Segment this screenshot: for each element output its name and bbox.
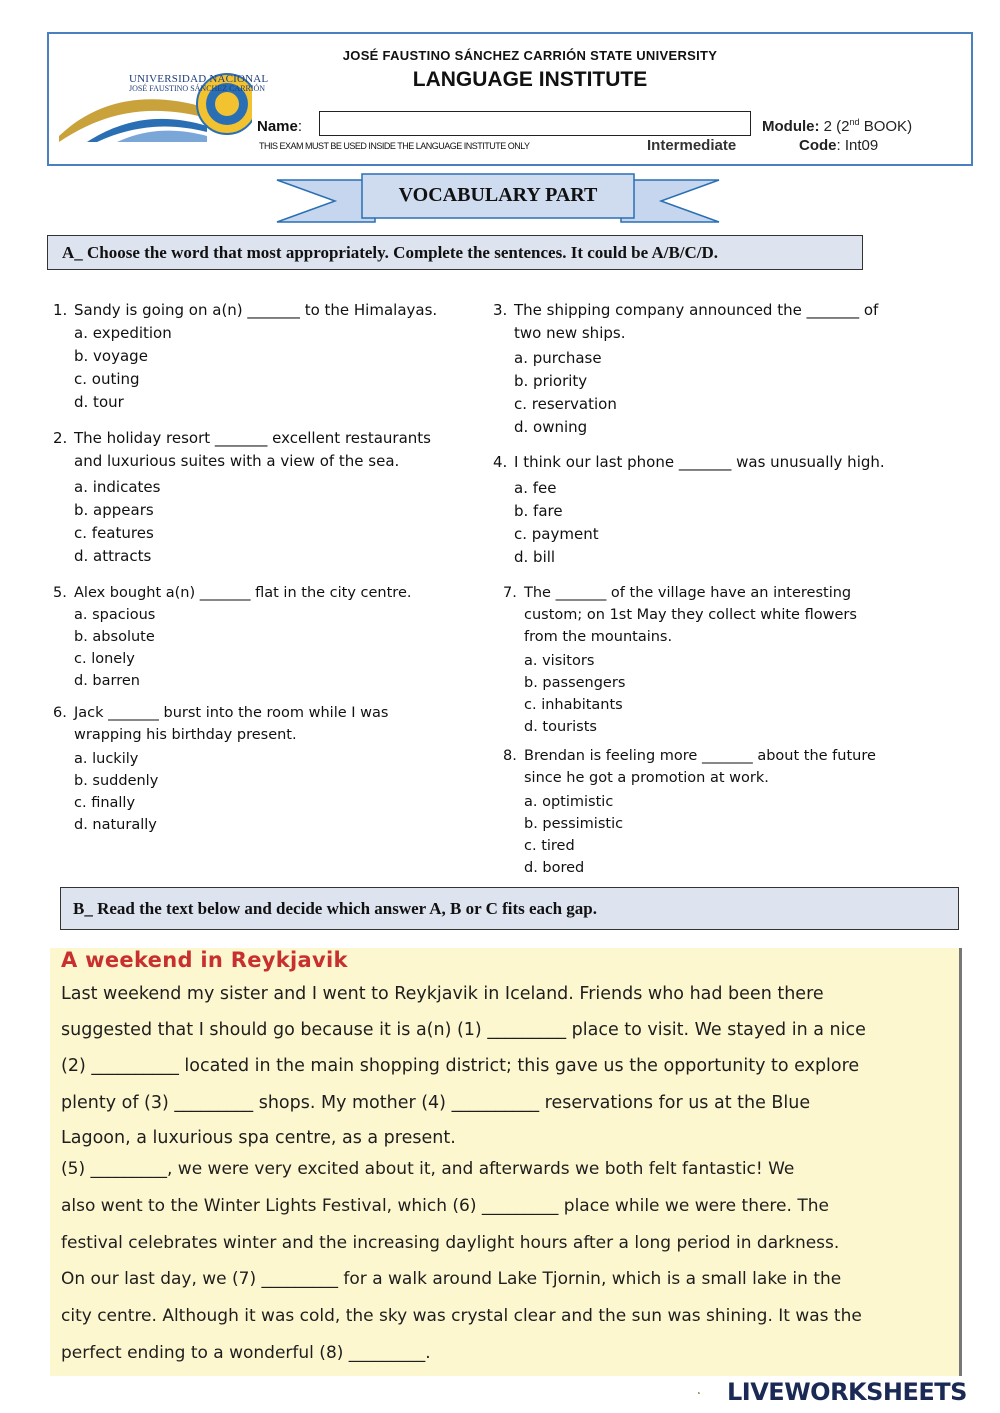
option-c[interactable]: c. reservation [514,395,617,413]
passage-line-9: On our last day, we (7) _________ for a walk around Lake Tjornin, which is a small lake in the [61,1269,842,1289]
option-a[interactable]: a. indicates [74,478,161,496]
passage-line-10: city centre. Although it was cold, the sky was crystal clear and the sun was shining. It was the [61,1306,862,1326]
option-c[interactable]: c. payment [514,525,599,543]
code-info: Code: Int09 [799,137,879,154]
name-label: Name: [257,118,303,135]
section-a-instruction: A_ Choose the word that most appropriately. Complete the sentences. It could be A/B/C/D. [47,235,863,270]
question-stem-cont: and luxurious suites with a view of the sea. [74,452,400,470]
question-stem: Brendan is feeling more _______ about the future [524,748,876,764]
option-b[interactable]: b. pessimistic [524,816,624,832]
question-number: 3. [493,301,508,319]
option-d[interactable]: d. bill [514,548,556,566]
option-b[interactable]: b. absolute [74,629,155,645]
question-5 [53,582,411,692]
question-stem-cont: since he got a promotion at work. [524,770,769,786]
liveworksheets-brand: LIVEWORKSHEETS [727,1378,967,1406]
option-b[interactable]: b. suddenly [74,773,159,789]
question-number: 1. [53,301,68,319]
option-a[interactable]: a. luckily [74,751,139,767]
name-label-text: Name [257,118,298,135]
option-b[interactable]: b. appears [74,501,154,519]
option-c[interactable]: c. lonely [74,651,135,667]
question-stem: The shipping company announced the _______ of [514,301,879,319]
question-4 [493,451,885,569]
module-value: 2 (2 [823,118,850,135]
name-field[interactable] [319,111,751,136]
option-b[interactable]: b. fare [514,502,563,520]
question-stem: Sandy is going on a(n) _______ to the Himalayas. [74,301,438,319]
section-b-instruction: B_ Read the text below and decide which answer A, B or C fits each gap. [60,887,959,930]
code-label: Code [799,137,837,154]
passage-line-7: also went to the Winter Lights Festival, which (6) _________ place while we were there. The [61,1196,829,1216]
option-d[interactable]: d. attracts [74,547,152,565]
question-8 [503,745,876,879]
option-c[interactable]: c. features [74,524,154,542]
level-label: Intermediate [647,137,737,154]
question-stem-cont: two new ships. [514,324,626,342]
passage-line-8: festival celebrates winter and the increasing daylight hours after a long period in darkness. [61,1233,840,1253]
option-c[interactable]: c. inhabitants [524,697,623,713]
option-b[interactable]: b. voyage [74,347,148,365]
banner-title: VOCABULARY PART [398,184,598,206]
question-number: 6. [53,705,67,721]
question-stem: The holiday resort _______ excellent restaurants [74,429,431,447]
passage-line-3: (2) __________ located in the main shopping district; this gave us the opportunity to explore [61,1056,860,1076]
option-a[interactable]: a. spacious [74,607,156,623]
question-stem: The _______ of the village have an interesting [524,585,852,601]
option-d[interactable]: d. naturally [74,817,157,833]
module-label: Module: [762,118,820,135]
option-c[interactable]: c. outing [74,370,140,388]
question-7 [503,582,857,738]
institute-name: LANGUAGE INSTITUTE [412,68,648,91]
option-d[interactable]: d. barren [74,673,140,689]
question-stem-cont: wrapping his birthday present. [74,727,297,743]
option-d[interactable]: d. bored [524,860,585,876]
module-info [762,117,912,135]
option-c[interactable]: c. tired [524,838,575,854]
question-number: 2. [53,429,68,447]
passage-line-2: suggested that I should go because it is a(n) (1) _________ place to visit. We stayed in a nice [61,1020,866,1040]
options-list [53,322,437,414]
question-stem: Jack _______ burst into the room while I was [74,705,389,721]
option-c[interactable]: c. finally [74,795,136,811]
logo-caption-line-1: UNIVERSIDAD NACIONAL [129,73,269,85]
liveworksheets-logo-icon [698,1376,724,1410]
passage-line-11: perfect ending to a wonderful (8) _________. [61,1343,431,1363]
passage-line-1: Last weekend my sister and I went to Reykjavik in Iceland. Friends who had been there [61,984,824,1004]
passage-line-4: plenty of (3) _________ shops. My mother (4) __________ reservations for us at the Blue [61,1093,811,1113]
option-d[interactable]: d. tourists [524,719,597,735]
question-number: 8. [503,748,517,764]
exam-header [47,32,973,166]
module-sup: nd [849,117,860,127]
option-a[interactable]: a. fee [514,479,557,497]
option-d[interactable]: d. tour [74,393,124,411]
code-value: Int09 [844,137,879,154]
usage-notice: THIS EXAM MUST BE USED INSIDE THE LANGUAGE INSTITUTE ONLY [259,141,530,151]
option-b[interactable]: b. priority [514,372,588,390]
question-stem: Alex bought a(n) _______ flat in the city centre. [74,585,412,601]
question-6 [53,702,388,836]
question-stem-cont: custom; on 1st May they collect white flowers [524,607,857,623]
question-2 [53,427,431,568]
option-b[interactable]: b. passengers [524,675,626,691]
option-a[interactable]: a. optimistic [524,794,614,810]
question-stem-cont: from the mountains. [524,629,673,645]
university-name: JOSÉ FAUSTINO SÁNCHEZ CARRIÓN STATE UNIVERSITY [342,48,718,63]
question-1 [53,299,437,414]
question-number: 7. [503,585,517,601]
option-a[interactable]: a. purchase [514,349,602,367]
passage-line-5: Lagoon, a luxurious spa centre, as a present. [61,1128,456,1148]
passage-title: A weekend in Reykjavik [61,948,348,972]
question-stem: I think our last phone _______ was unusually high. [514,453,885,471]
option-d[interactable]: d. owning [514,418,588,436]
question-number: 4. [493,453,508,471]
module-tail: BOOK) [863,118,913,135]
option-a[interactable]: a. visitors [524,653,595,669]
option-a[interactable]: a. expedition [74,324,172,342]
question-3 [493,299,878,439]
logo-caption-line-2: JOSÉ FAUSTINO SÁNCHEZ CARRIÓN [129,84,266,93]
passage-line-6: (5) _________, we were very excited about it, and afterwards we both felt fantastic! We [61,1159,795,1179]
question-number: 5. [53,585,67,601]
